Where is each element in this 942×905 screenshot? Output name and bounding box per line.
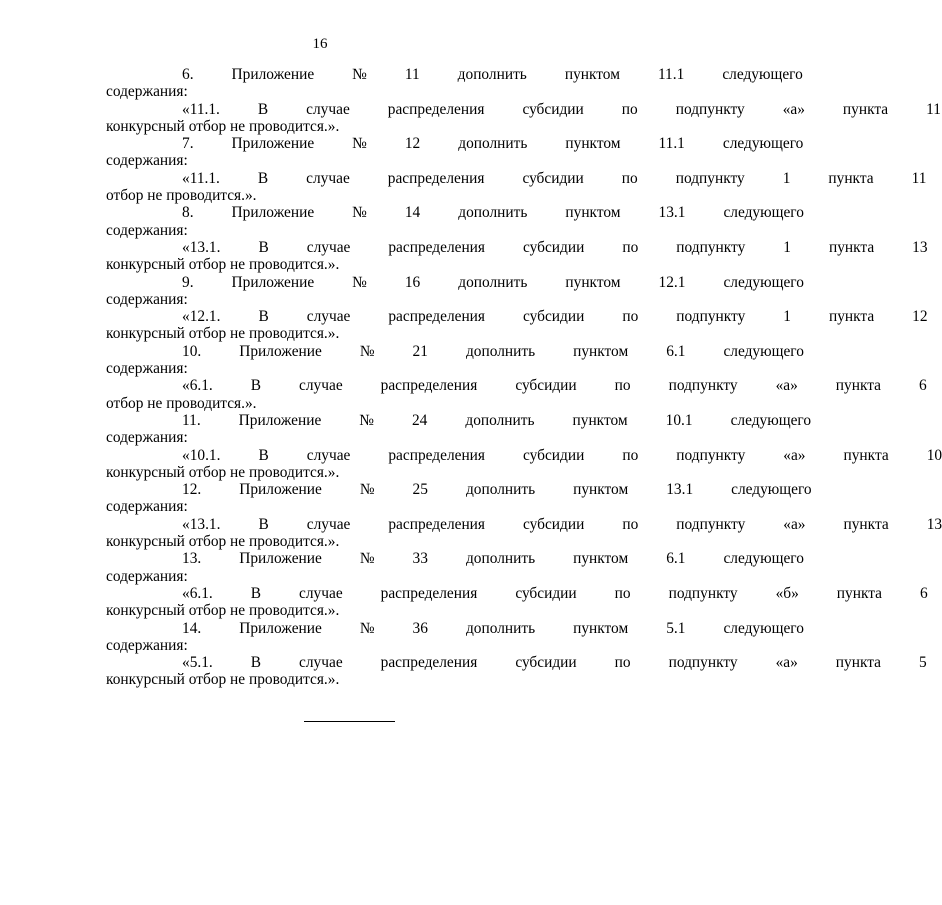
amendment-item (106, 550, 928, 620)
provision-word: «5.1. (182, 654, 213, 672)
instruction-word: 14. (182, 619, 202, 637)
amendment-instruction (106, 550, 804, 568)
provision-word: субсидии (515, 584, 577, 602)
provision-word: по (622, 515, 639, 533)
provision-word: распределения (388, 308, 486, 326)
instruction-continuation: содержания: (106, 83, 188, 101)
instruction-word: 12 (404, 135, 421, 153)
provision-word: В (258, 308, 269, 326)
provision-word: «б» (775, 584, 799, 602)
quoted-provision (106, 308, 928, 326)
amendment-instruction (106, 411, 812, 429)
instruction-word: Приложение (239, 481, 322, 499)
instruction-word: Приложение (231, 135, 315, 153)
provision-word: «а» (783, 515, 806, 533)
provision-word: В (250, 654, 262, 672)
instruction-word: № (359, 411, 374, 429)
provision-word: «13.1. (182, 515, 221, 533)
provision-word: по (622, 238, 639, 256)
instruction-word: пунктом (573, 342, 629, 360)
instruction-word: Приложение (231, 204, 315, 222)
instruction-word: дополнить (458, 204, 528, 222)
instruction-word: 24 (411, 411, 428, 429)
amendment-instruction (106, 273, 804, 291)
instruction-continuation: содержания: (106, 498, 188, 516)
instruction-word: Приложение (231, 273, 315, 291)
instruction-word: № (359, 619, 375, 637)
instruction-word: следующего (722, 135, 804, 153)
page-number: 16 (312, 36, 328, 52)
provision-word: «а» (782, 100, 805, 118)
provision-word: субсидии (523, 308, 585, 326)
provision-word: 6 (919, 584, 928, 602)
instruction-word: 11.1 (658, 135, 685, 153)
provision-word: по (614, 377, 631, 395)
instruction-word: 25 (412, 481, 428, 499)
amendment-item (106, 204, 928, 274)
instruction-word: следующего (730, 411, 812, 429)
provision-word: «13.1. (182, 238, 221, 256)
provision-word: распределения (388, 515, 486, 533)
amendment-instruction (106, 481, 812, 499)
instruction-word: № (352, 66, 367, 83)
provision-word: 12 (912, 308, 928, 326)
quoted-provision (106, 169, 927, 187)
provision-word: 10 (926, 446, 942, 464)
instruction-word: пунктом (573, 619, 629, 637)
provision-word: случае (306, 308, 351, 326)
instruction-word: 6. (182, 66, 194, 83)
provision-word: подпункту (676, 238, 746, 256)
provision-word: пункта (835, 377, 881, 395)
provision-word: «10.1. (182, 446, 221, 464)
provision-word: 1 (783, 308, 791, 326)
amendment-item (106, 619, 927, 689)
instruction-word: пунктом (564, 66, 620, 83)
provision-word: субсидии (523, 446, 585, 464)
provision-word: субсидии (522, 100, 584, 118)
instruction-word: 13. (182, 550, 202, 568)
amendment-item (106, 342, 927, 412)
instruction-word: Приложение (239, 550, 322, 568)
provision-word: 1 (783, 238, 791, 256)
quoted-provision (106, 238, 928, 256)
provision-word: случае (306, 169, 350, 187)
provision-continuation: конкурсный отбор не проводится.». (106, 325, 340, 343)
instruction-word: дополнить (465, 550, 536, 568)
provision-word: «11.1. (182, 100, 220, 118)
instruction-word: 7. (182, 135, 194, 153)
instruction-word: пунктом (565, 273, 621, 291)
instruction-word: 10.1 (665, 411, 693, 429)
provision-word: распределения (388, 446, 486, 464)
amendment-item (106, 273, 928, 343)
instruction-word: дополнить (458, 273, 528, 291)
instruction-word: следующего (731, 481, 812, 499)
instruction-word: Приложение (239, 619, 322, 637)
provision-word: субсидии (522, 169, 584, 187)
provision-word: пункта (836, 584, 882, 602)
amendment-instruction (106, 342, 804, 360)
provision-continuation: отбор не проводится.». (106, 187, 257, 205)
amendment-item (106, 66, 941, 135)
provision-word: субсидии (523, 238, 585, 256)
instruction-word: 9. (182, 273, 194, 291)
provision-word: подпункту (676, 515, 746, 533)
instruction-word: № (359, 550, 375, 568)
provision-word: распределения (380, 654, 478, 672)
instruction-continuation: содержания: (106, 360, 188, 378)
provision-word: «а» (775, 654, 798, 672)
provision-continuation: конкурсный отбор не проводится.». (106, 256, 340, 274)
instruction-continuation: содержания: (106, 152, 188, 170)
instruction-word: 11 (404, 66, 420, 83)
instruction-word: 36 (412, 619, 428, 637)
instruction-word: следующего (723, 273, 804, 291)
instruction-continuation: содержания: (106, 290, 188, 308)
provision-word: распределения (387, 169, 485, 187)
provision-word: 13 (912, 238, 928, 256)
provision-continuation: конкурсный отбор не проводится.». (106, 533, 340, 551)
instruction-word: 11.1 (657, 66, 685, 83)
provision-word: случае (306, 446, 351, 464)
instruction-word: 16 (404, 273, 421, 291)
provision-word: случае (299, 584, 343, 602)
provision-word: подпункту (675, 100, 745, 118)
provision-word: В (258, 446, 269, 464)
instruction-word: дополнить (457, 66, 527, 83)
instruction-word: 6.1 (666, 550, 686, 568)
instruction-word: следующего (723, 204, 804, 222)
instruction-word: 8. (182, 204, 194, 222)
instruction-word: 13.1 (658, 204, 686, 222)
instruction-word: пунктом (573, 550, 629, 568)
provision-word: «12.1. (182, 308, 221, 326)
provision-word: В (250, 377, 262, 395)
instruction-word: 12.1 (658, 273, 686, 291)
instruction-word: № (352, 135, 367, 153)
instruction-continuation: содержания: (106, 567, 188, 585)
amendment-instruction (106, 66, 803, 83)
provision-word: по (622, 446, 639, 464)
instruction-word: 12. (182, 481, 202, 499)
instruction-word: следующего (723, 619, 804, 637)
provision-word: В (250, 584, 262, 602)
provision-word: пункта (828, 169, 874, 187)
provision-word: подпункту (668, 377, 738, 395)
provision-word: 11 (911, 169, 927, 187)
provision-continuation: конкурсный отбор не проводится.». (106, 463, 340, 481)
amendment-instruction (106, 135, 804, 153)
amendment-item (106, 135, 927, 205)
provision-word: 13 (926, 515, 942, 533)
provision-word: 5 (918, 654, 927, 672)
provision-word: случае (306, 100, 350, 118)
instruction-word: дополнить (465, 619, 536, 637)
instruction-word: 5.1 (666, 619, 686, 637)
document-body (106, 66, 942, 689)
instruction-word: Приложение (231, 66, 315, 83)
provision-word: субсидии (523, 515, 585, 533)
provision-word: 1 (782, 169, 791, 187)
provision-word: В (257, 169, 269, 187)
quoted-provision (106, 377, 927, 395)
quoted-provision (106, 446, 942, 464)
instruction-continuation: содержания: (106, 636, 188, 654)
provision-word: В (257, 100, 269, 118)
provision-word: распределения (380, 377, 478, 395)
quoted-provision (106, 654, 927, 672)
provision-word: случае (299, 377, 343, 395)
provision-word: подпункту (668, 654, 738, 672)
instruction-word: 10. (182, 342, 202, 360)
provision-word: распределения (388, 238, 486, 256)
provision-word: пункта (828, 308, 875, 326)
provision-continuation: конкурсный отбор не проводится.». (106, 671, 340, 689)
provision-word: В (258, 238, 269, 256)
instruction-continuation: содержания: (106, 221, 188, 239)
provision-continuation: конкурсный отбор не проводится.». (106, 117, 340, 135)
provision-word: подпункту (675, 169, 745, 187)
provision-word: пункта (843, 446, 889, 464)
instruction-continuation: содержания: (106, 429, 188, 447)
provision-word: субсидии (515, 654, 577, 672)
instruction-word: № (352, 273, 367, 291)
amendment-item (106, 481, 942, 551)
instruction-word: 6.1 (666, 342, 686, 360)
instruction-word: пунктом (565, 135, 621, 153)
provision-word: пункта (842, 100, 889, 118)
provision-word: по (621, 100, 638, 118)
instruction-word: следующего (723, 550, 804, 568)
instruction-word: дополнить (458, 135, 528, 153)
instruction-word: следующего (722, 66, 803, 83)
provision-word: случае (306, 515, 351, 533)
provision-word: случае (299, 654, 343, 672)
provision-word: подпункту (676, 308, 746, 326)
provision-word: по (621, 169, 638, 187)
provision-word: распределения (387, 100, 485, 118)
instruction-word: дополнить (465, 342, 536, 360)
instruction-word: 13.1 (666, 481, 694, 499)
provision-word: «а» (775, 377, 798, 395)
instruction-word: Приложение (238, 411, 322, 429)
amendment-instruction (106, 204, 804, 222)
provision-continuation: отбор не проводится.». (106, 394, 257, 412)
amendment-instruction (106, 619, 804, 637)
provision-word: В (258, 515, 269, 533)
provision-word: 11 (926, 100, 941, 118)
instruction-word: № (359, 342, 375, 360)
instruction-word: пунктом (565, 204, 621, 222)
provision-word: распределения (380, 584, 478, 602)
instruction-word: № (359, 481, 375, 499)
provision-word: по (614, 654, 631, 672)
instruction-word: дополнить (465, 411, 535, 429)
instruction-word: пунктом (572, 411, 628, 429)
instruction-word: № (352, 204, 367, 222)
provision-word: «6.1. (182, 584, 213, 602)
instruction-word: дополнить (465, 481, 536, 499)
instruction-word: Приложение (239, 342, 322, 360)
quoted-provision (106, 515, 942, 533)
provision-word: случае (306, 238, 351, 256)
instruction-word: 11. (182, 411, 201, 429)
instruction-word: следующего (723, 342, 804, 360)
provision-word: пункта (835, 654, 881, 672)
end-divider-line (304, 721, 395, 722)
provision-continuation: конкурсный отбор не проводится.». (106, 602, 340, 620)
provision-word: по (614, 584, 631, 602)
provision-word: «а» (783, 446, 806, 464)
instruction-word: 33 (412, 550, 428, 568)
provision-word: пункта (828, 238, 875, 256)
quoted-provision (106, 100, 941, 118)
provision-word: подпункту (676, 446, 746, 464)
provision-word: «6.1. (182, 377, 213, 395)
quoted-provision (106, 584, 928, 602)
provision-word: по (622, 308, 639, 326)
provision-word: 6 (918, 377, 927, 395)
amendment-item (106, 411, 942, 481)
provision-word: субсидии (515, 377, 577, 395)
instruction-word: 14 (404, 204, 421, 222)
provision-word: пункта (843, 515, 889, 533)
instruction-word: пунктом (573, 481, 629, 499)
instruction-word: 21 (412, 342, 428, 360)
provision-word: подпункту (668, 584, 738, 602)
provision-word: «11.1. (182, 169, 220, 187)
